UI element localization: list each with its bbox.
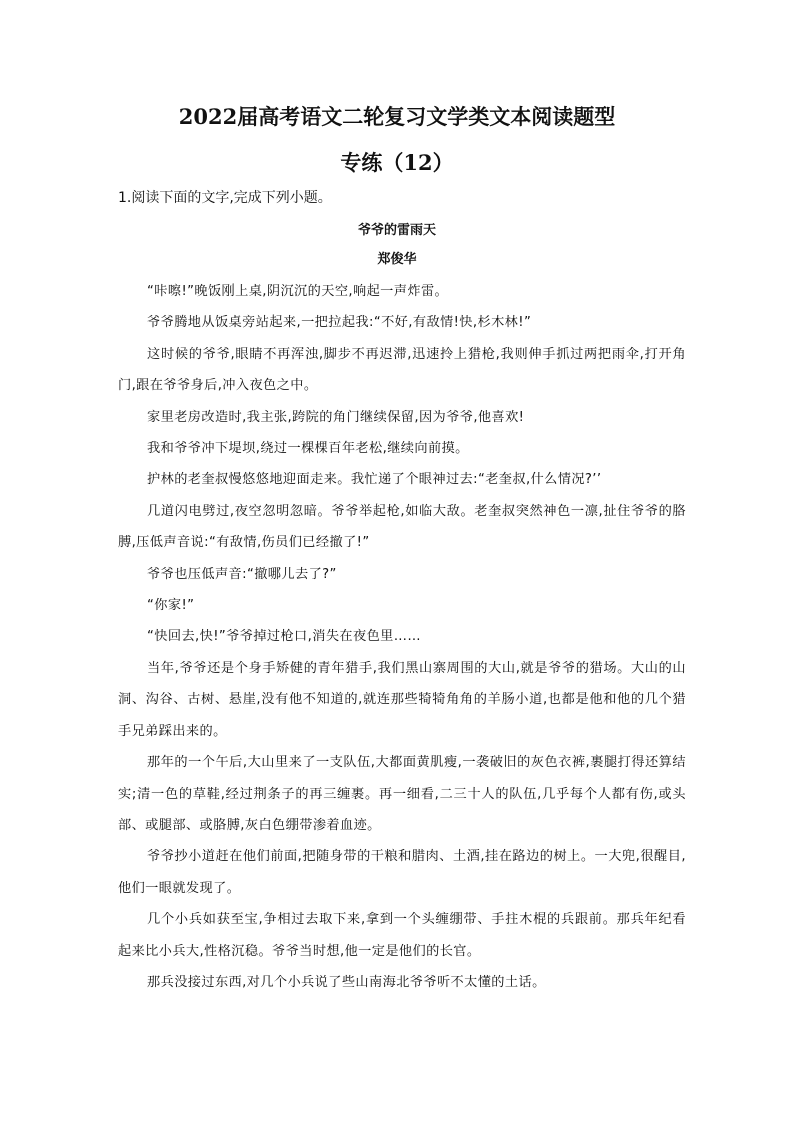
paragraph: 家里老房改造时,我主张,跨院的角门继续保留,因为爷爷,他喜欢! — [147, 409, 525, 425]
paragraph: 爷爷也压低声音:“撤哪儿去了?” — [147, 566, 337, 582]
paragraph: “咔嚓!”晚饭刚上桌,阴沉沉的天空,响起一声炸雷。 — [147, 284, 449, 299]
paragraph: 我和爷爷冲下堤坝,绕过一棵棵百年老松,继续向前摸。 — [147, 441, 469, 457]
paragraph: 这时候的爷爷,眼睛不再浑浊,脚步不再迟滞,迅速拎上猎枪,我则伸手抓过两把雨伞,打开角门,跟在爷爷身后,冲入夜色之中。 — [118, 346, 686, 394]
document-subtitle: 专练（12） — [340, 150, 454, 175]
paragraph: 那年的一个午后,大山里来了一支队伍,大都面黄肌瘦,一袭破旧的灰色衣裤,裹腿打得还算结实;清一色的草鞋,经过荆条子的再三缠裹。再一细看,二三十人的队伍,几乎每个人都有伤,或头部、或腿部、或胳膊,灰白色绷带渗着血迹。 — [118, 755, 686, 833]
question-instruction: 1.阅读下面的文字,完成下列小题。 — [118, 190, 332, 206]
paragraph: 几个小兵如获至宝,争相过去取下来,拿到一个头缠绷带、手拄木棍的兵跟前。那兵年纪看起来比小兵大,性格沉稳。爷爷当时想,他一定是他们的长官。 — [118, 912, 686, 959]
paragraph: 当年,爷爷还是个身手矫健的青年猎手,我们黑山寨周围的大山,就是爷爷的猎场。大山的山洞、沟谷、古树、悬崖,没有他不知道的,就连那些犄犄角角的羊肠小道,也都是他和他的几个猎手兄弟踩出来的。 — [118, 660, 686, 739]
paragraph: 护林的老奎叔慢悠悠地迎面走来。我忙递了个眼神过去:“老奎叔,什么情况?’’ — [147, 472, 602, 488]
paragraph: 爷爷腾地从饭桌旁站起来,一把拉起我:“不好,有敌情!快,杉木林!” — [147, 315, 532, 331]
paragraph: 几道闪电劈过,夜空忽明忽暗。爷爷举起枪,如临大敌。老奎叔突然神色一凛,扯住爷爷的胳膊,压低声音说:“有敌情,伤员们已经撤了!” — [118, 503, 686, 551]
paragraph: 那兵没接过东西,对几个小兵说了些山南海北爷爷听不太懂的土话。 — [147, 974, 546, 990]
paragraph: 爷爷抄小道赶在他们前面,把随身带的干粮和腊肉、土酒,挂在路边的树上。一大兜,很醒目,他们一眼就发现了。 — [118, 849, 686, 896]
document-title: 2022届高考语文二轮复习文学类文本阅读题型 — [178, 104, 616, 129]
paragraph: “你家!” — [147, 598, 195, 614]
story-title: 爷爷的雷雨天 — [357, 223, 436, 238]
story-body — [118, 276, 686, 998]
paragraph: “快回去,快!”爷爷掉过枪口,消失在夜色里…… — [147, 629, 421, 645]
story-author: 郑俊华 — [377, 252, 417, 267]
